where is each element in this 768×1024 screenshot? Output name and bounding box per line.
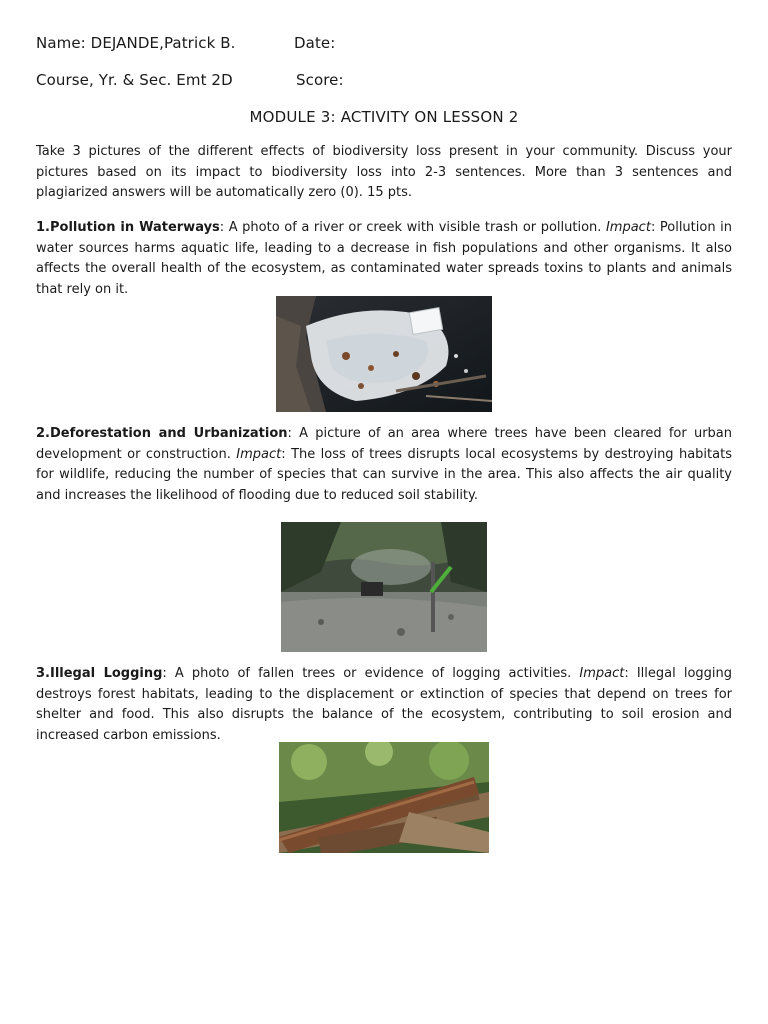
course-line: Course, Yr. & Sec. Emt 2D [36,71,233,89]
cleared-land-photo [281,522,487,652]
instructions-paragraph: Take 3 pictures of the different effects of biodiversity loss present in your community. Discuss your pictures based on its impact to biodiversity loss into 2-3 sentences. More than 3 sentences and plagiarized answers will be automatically zero (0). 15 pts. [36,144,732,201]
fallen-logs-image [279,742,489,853]
item-3-impact-label: Impact [579,666,625,681]
item-3-description: : A photo of fallen trees or evidence of logging activities. [162,666,580,681]
item-1-heading: 1.Pollution in Waterways [36,220,220,235]
fallen-logs-photo [279,742,489,853]
item-2-description: : A picture of an area where trees have been cleared for urban development or construction. [36,426,732,462]
date-label: Date: [294,34,336,52]
document-title: MODULE 3: ACTIVITY ON LESSON 2 [249,108,519,126]
item-3-impact-text: : Illegal logging destroys forest habitats, leading to the displacement or extinction of species that depend on trees for shelter and food. This also disrupts the balance of the ecosystem, contributing to soil erosion and increased carbon emissions. [36,666,733,743]
item-2-paragraph [36,424,732,506]
course-row [36,71,344,89]
item-3-heading: 3.Illegal Logging [36,666,163,681]
name-line: Name: DEJANDE,Patrick B. [36,34,236,52]
polluted-creek-image [276,296,492,412]
item-1-paragraph [36,218,732,300]
item-2-heading: 2.Deforestation and Urbanization [36,426,288,441]
score-label: Score: [296,71,344,89]
item-2-impact-text: : The loss of trees disrupts local ecosystems by destroying habitats for wildlife, reducing the number of species that can survive in the area. This also affects the air quality and increases the likelihood of flooding due to reduced soil stability. [36,446,732,503]
item-3-paragraph [36,664,732,746]
name-row [36,34,336,52]
item-1-impact-text: : Pollution in water sources harms aquatic life, leading to a decrease in fish populations and other organisms. It also affects the overall health of the ecosystem, as contaminated water spreads toxins to plants and animals that rely on it. [36,220,732,297]
item-2-impact-label: Impact [236,446,282,462]
cleared-land-image [281,522,487,652]
item-1-description: : A photo of a river or creek with visible trash or pollution. [219,220,606,235]
item-1-impact-label: Impact [605,220,651,235]
polluted-creek-photo [276,296,492,412]
